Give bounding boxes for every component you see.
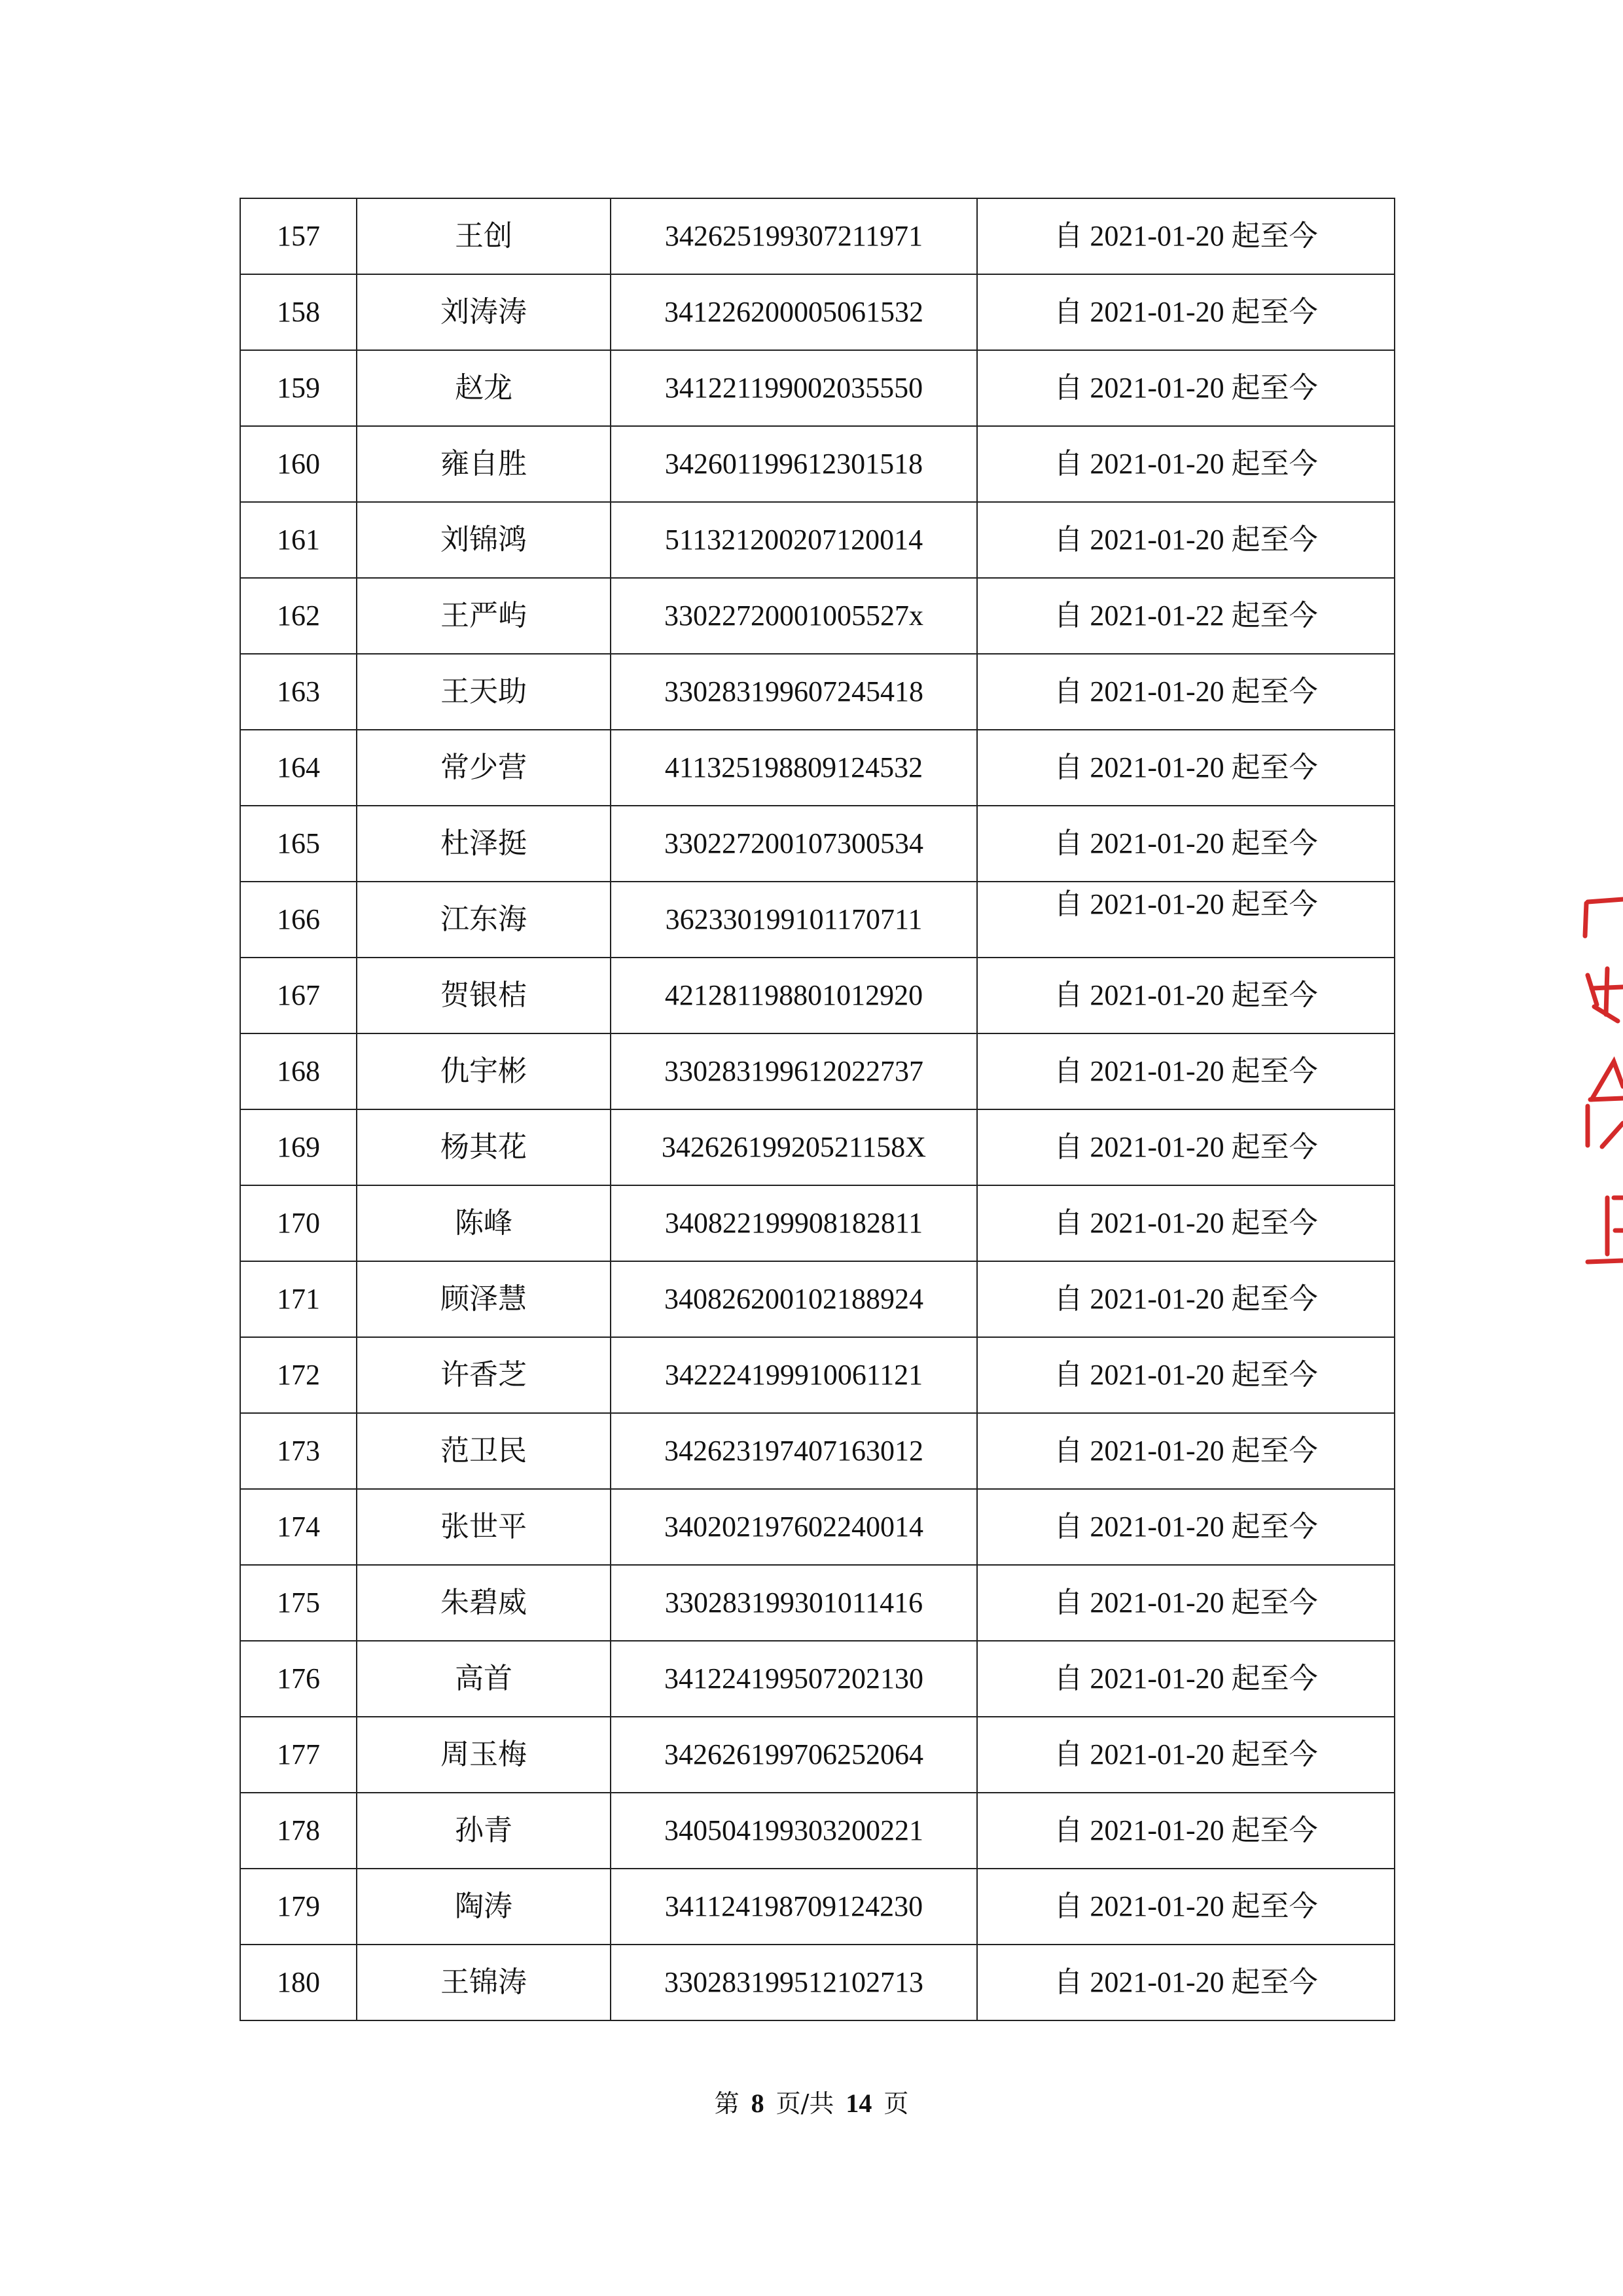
row-number: 158 [240,274,357,350]
person-name: 常少营 [357,730,611,806]
id-number: 342601199612301518 [611,426,977,502]
table-row [240,1793,1395,1869]
id-number: 330283199612022737 [611,1033,977,1109]
person-name: 许香芝 [357,1337,611,1413]
row-number: 166 [240,882,357,958]
footer-prefix: 第 [714,2089,740,2118]
table-row [240,274,1395,350]
id-number: 330283199301011416 [611,1565,977,1641]
row-number: 168 [240,1033,357,1109]
roster-table [240,198,1395,2021]
employment-period: 自 2021-01-20 起至今 [977,1185,1395,1261]
person-name: 江东海 [357,882,611,958]
table-row [240,1945,1395,2020]
table-row [240,1185,1395,1261]
employment-period: 自 2021-01-20 起至今 [977,198,1395,274]
person-name: 高首 [357,1641,611,1717]
person-name: 范卫民 [357,1413,611,1489]
row-number: 173 [240,1413,357,1489]
employment-period [977,882,1395,958]
person-name: 刘锦鸿 [357,502,611,578]
employment-period: 自 2021-01-20 起至今 [977,730,1395,806]
employment-period: 自 2021-01-20 起至今 [977,1109,1395,1185]
employment-period: 自 2021-01-20 起至今 [977,274,1395,350]
row-number: 171 [240,1261,357,1337]
person-name: 陶涛 [357,1869,611,1945]
employment-period: 自 2021-01-20 起至今 [977,1793,1395,1869]
row-number: 159 [240,350,357,426]
row-number: 177 [240,1717,357,1793]
table-row [240,1109,1395,1185]
table-row [240,426,1395,502]
id-number: 342623197407163012 [611,1413,977,1489]
roster-table-body [240,198,1395,2020]
table-row [240,1033,1395,1109]
table-row [240,806,1395,882]
employment-period: 自 2021-01-20 起至今 [977,350,1395,426]
person-name: 王严屿 [357,578,611,654]
table-row [240,1261,1395,1337]
row-number: 160 [240,426,357,502]
table-row [240,1641,1395,1717]
row-number: 172 [240,1337,357,1413]
person-name: 张世平 [357,1489,611,1565]
table-row [240,1337,1395,1413]
employment-period: 自 2021-01-22 起至今 [977,578,1395,654]
id-number: 34262619920521158X [611,1109,977,1185]
table-row [240,958,1395,1033]
row-number: 178 [240,1793,357,1869]
employment-period: 自 2021-01-20 起至今 [977,1869,1395,1945]
id-number: 421281198801012920 [611,958,977,1033]
id-number: 511321200207120014 [611,502,977,578]
row-number: 179 [240,1869,357,1945]
id-number: 33022720001005527x [611,578,977,654]
footer-total-pages: 14 [846,2089,872,2118]
employment-period: 自 2021-01-20 起至今 [977,426,1395,502]
table-row [240,1565,1395,1641]
person-name: 杜泽挺 [357,806,611,882]
employment-period: 自 2021-01-20 起至今 [977,1641,1395,1717]
id-number: 362330199101170711 [611,882,977,958]
person-name: 朱碧威 [357,1565,611,1641]
id-number: 330283199512102713 [611,1945,977,2020]
id-number: 330283199607245418 [611,654,977,730]
id-number: 342224199910061121 [611,1337,977,1413]
row-number: 165 [240,806,357,882]
employment-period: 自 2021-01-20 起至今 [977,806,1395,882]
table-row [240,578,1395,654]
employment-period: 自 2021-01-20 起至今 [977,1261,1395,1337]
employment-period: 自 2021-01-20 起至今 [977,654,1395,730]
row-number: 162 [240,578,357,654]
page-footer [0,2083,1623,2119]
person-name: 仇宇彬 [357,1033,611,1109]
id-number: 340202197602240014 [611,1489,977,1565]
person-name: 王创 [357,198,611,274]
employment-period: 自 2021-01-20 起至今 [977,1945,1395,2020]
row-number: 163 [240,654,357,730]
id-number: 342626199706252064 [611,1717,977,1793]
table-row [240,350,1395,426]
table-row [240,882,1395,958]
employment-period: 自 2021-01-20 起至今 [977,958,1395,1033]
row-number: 170 [240,1185,357,1261]
id-number: 340826200102188924 [611,1261,977,1337]
row-number: 161 [240,502,357,578]
employment-period: 自 2021-01-20 起至今 [977,1489,1395,1565]
table-row [240,502,1395,578]
person-name: 顾泽慧 [357,1261,611,1337]
table-row [240,730,1395,806]
person-name: 陈峰 [357,1185,611,1261]
row-number: 180 [240,1945,357,2020]
table-row [240,1413,1395,1489]
person-name: 刘涛涛 [357,274,611,350]
table-row [240,198,1395,274]
row-number: 176 [240,1641,357,1717]
id-number: 341224199507202130 [611,1641,977,1717]
table-row [240,654,1395,730]
employment-period: 自 2021-01-20 起至今 [977,1033,1395,1109]
id-number: 341124198709124230 [611,1869,977,1945]
employment-period-text: 自 2021-01-20 起至今 [1054,888,1318,920]
employment-period: 自 2021-01-20 起至今 [977,1717,1395,1793]
person-name: 王天助 [357,654,611,730]
footer-suffix: 页 [883,2089,909,2118]
row-number: 174 [240,1489,357,1565]
table-row [240,1489,1395,1565]
id-number: 342625199307211971 [611,198,977,274]
employment-period: 自 2021-01-20 起至今 [977,1565,1395,1641]
row-number: 157 [240,198,357,274]
person-name: 雍自胜 [357,426,611,502]
id-number: 340822199908182811 [611,1185,977,1261]
table-row [240,1869,1395,1945]
row-number: 167 [240,958,357,1033]
row-number: 169 [240,1109,357,1185]
id-number: 411325198809124532 [611,730,977,806]
employment-period: 自 2021-01-20 起至今 [977,1413,1395,1489]
footer-current-page: 8 [751,2089,764,2118]
person-name: 贺银桔 [357,958,611,1033]
red-seal-stamp [1568,890,1623,1270]
row-number: 164 [240,730,357,806]
table-row [240,1717,1395,1793]
person-name: 王锦涛 [357,1945,611,2020]
id-number: 341221199002035550 [611,350,977,426]
employment-period: 自 2021-01-20 起至今 [977,1337,1395,1413]
person-name: 赵龙 [357,350,611,426]
id-number: 330227200107300534 [611,806,977,882]
row-number: 175 [240,1565,357,1641]
id-number: 341226200005061532 [611,274,977,350]
id-number: 340504199303200221 [611,1793,977,1869]
footer-middle: 页/共 [776,2089,834,2118]
person-name: 孙青 [357,1793,611,1869]
employment-period: 自 2021-01-20 起至今 [977,502,1395,578]
person-name: 杨其花 [357,1109,611,1185]
person-name: 周玉梅 [357,1717,611,1793]
